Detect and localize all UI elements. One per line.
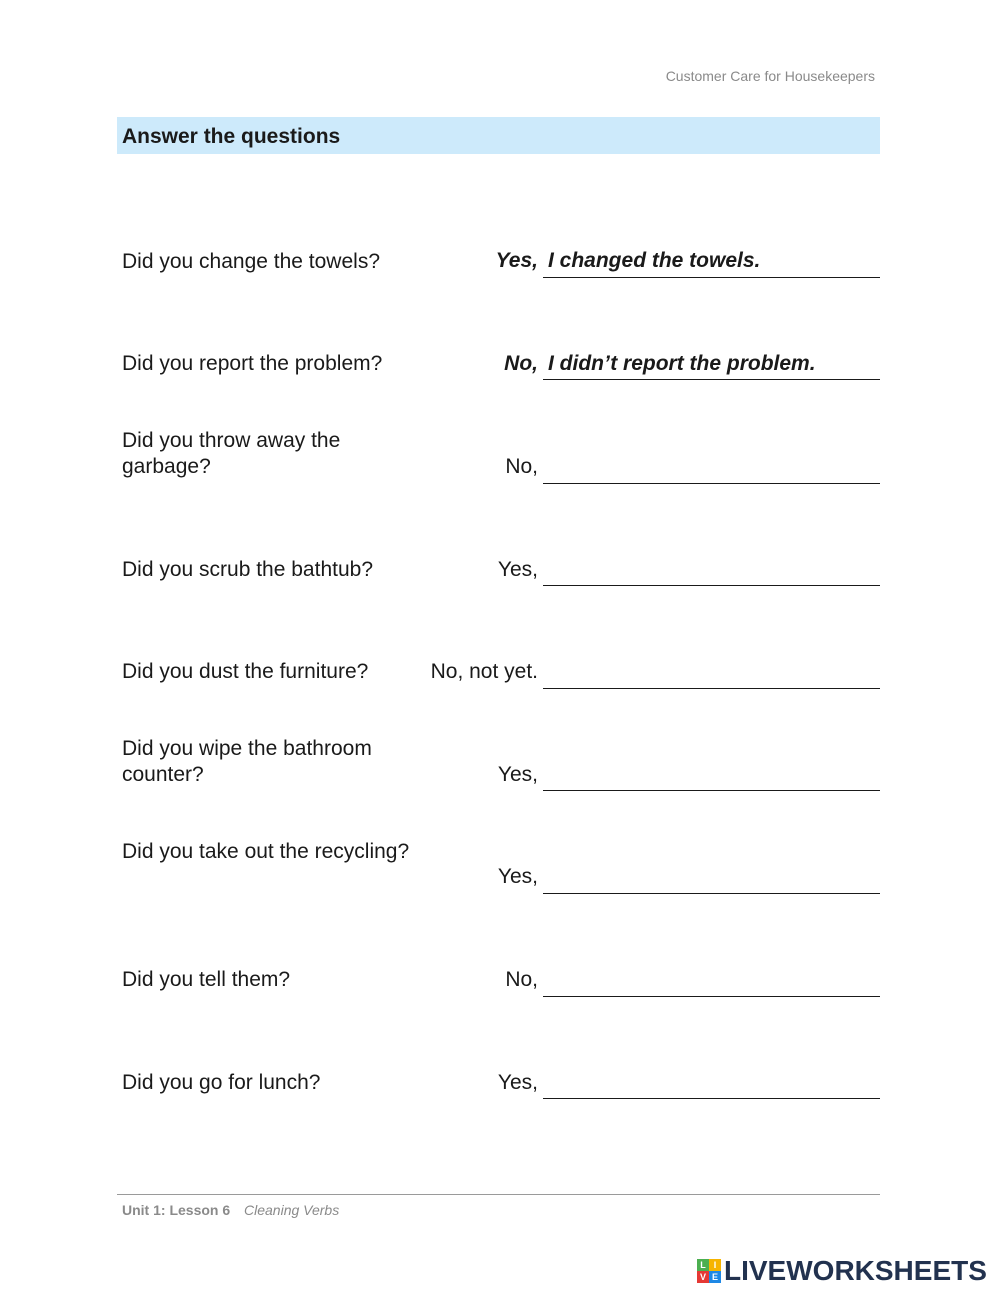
answer-prefix-3: No, (505, 455, 538, 478)
answer-prefix-9: Yes, (497, 1071, 538, 1094)
question-3: Did you throw away the garbage? (122, 429, 341, 478)
question-6: Did you wipe the bathroom counter? (122, 737, 372, 786)
logo-letter-l: L (697, 1259, 709, 1271)
answer-input-8[interactable] (543, 996, 880, 997)
footer-unit: Unit 1: Lesson 6 (122, 1202, 231, 1218)
section-title: Answer the questions (122, 125, 341, 148)
answer-input-7[interactable] (543, 893, 880, 894)
question-4: Did you scrub the bathtub? (122, 558, 373, 581)
answer-input-9[interactable] (543, 1098, 880, 1099)
answer-input-5[interactable] (543, 688, 880, 689)
answer-input-3[interactable] (543, 483, 880, 484)
footer-topic: Cleaning Verbs (244, 1202, 340, 1218)
question-5: Did you dust the furniture? (122, 660, 369, 683)
answer-text-2: I didn’t report the problem. (548, 352, 816, 375)
logo-letter-i: I (709, 1259, 721, 1271)
answer-prefix-5: No, not yet. (430, 660, 538, 683)
answer-prefix-1: Yes, (495, 249, 538, 272)
footer-divider (117, 1194, 880, 1195)
logo-letter-e: E (709, 1271, 721, 1283)
answer-input-1[interactable] (543, 277, 880, 278)
answer-prefix-2: No, (504, 352, 538, 375)
question-1: Did you change the towels? (122, 250, 380, 273)
question-7: Did you take out the recycling? (122, 840, 410, 863)
course-title: Customer Care for Housekeepers (665, 68, 875, 84)
liveworksheets-logo-icon (697, 1259, 721, 1283)
answer-input-6[interactable] (543, 790, 880, 791)
answer-prefix-6: Yes, (497, 763, 538, 786)
answer-prefix-4: Yes, (497, 558, 538, 581)
answer-prefix-7: Yes, (497, 865, 538, 888)
answer-input-4[interactable] (543, 585, 880, 586)
section-header (117, 117, 880, 154)
answer-text-1: I changed the towels. (548, 249, 761, 272)
brand-name: LIVEWORKSHEETS (724, 1255, 987, 1286)
liveworksheets-brand (697, 1256, 987, 1286)
logo-letter-v: V (697, 1271, 709, 1283)
answer-input-2[interactable] (543, 379, 880, 380)
answer-prefix-8: No, (505, 968, 538, 991)
question-2: Did you report the problem? (122, 352, 383, 375)
question-8: Did you tell them? (122, 968, 291, 991)
question-9: Did you go for lunch? (122, 1071, 321, 1094)
